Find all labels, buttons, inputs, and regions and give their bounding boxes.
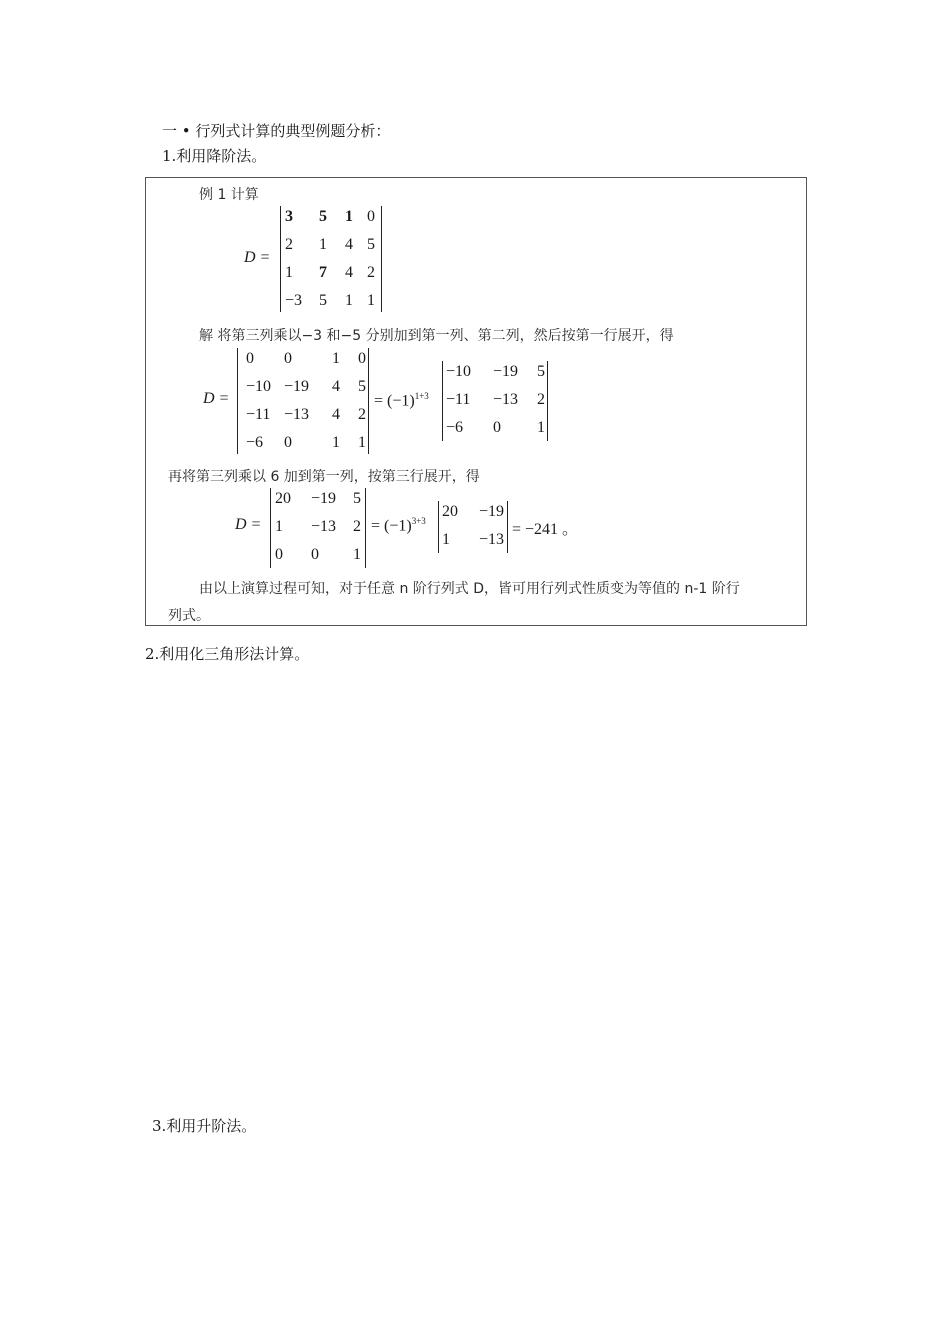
matrix-cell: −11 bbox=[446, 391, 471, 408]
matrix-cell: 5 bbox=[367, 236, 375, 253]
matrix-cell: 2 bbox=[285, 236, 293, 253]
method-1-heading: 1.利用降阶法。 bbox=[162, 147, 267, 165]
matrix-cell: −13 bbox=[311, 518, 337, 535]
example-box bbox=[145, 177, 807, 626]
matrix-cell: 0 bbox=[493, 419, 501, 436]
matrix-cell: 4 bbox=[332, 378, 340, 395]
matrix-cell: −19 bbox=[311, 490, 337, 507]
matrix-cell: 1 bbox=[345, 292, 353, 309]
matrix-cell: 1 bbox=[367, 292, 375, 309]
matrix-cell: 2 bbox=[358, 406, 366, 423]
section-title: 一 • 行列式计算的典型例题分析： bbox=[162, 122, 391, 140]
matrix-cell: 7 bbox=[319, 264, 327, 281]
matrix-cell: 5 bbox=[537, 363, 545, 380]
sign-factor-1: = $(-1)^{1+3}$ bbox=[374, 391, 429, 410]
method-3-heading: 3.利用升阶法。 bbox=[152, 1117, 257, 1135]
conclusion-line-1: 由以上演算过程可知，对于任意 n 阶行列式 D，皆可用行列式性质变为等值的 n-1 阶行 bbox=[199, 581, 740, 597]
matrix-cell: 1 bbox=[537, 419, 545, 436]
matrix-1 bbox=[280, 206, 382, 312]
matrix-cell: −13 bbox=[493, 391, 519, 408]
matrix-cell: 1 bbox=[358, 434, 366, 451]
conclusion-line-2: 列式。 bbox=[168, 608, 210, 624]
matrix-cell: 5 bbox=[319, 292, 327, 309]
exponent-1: 1+3 bbox=[414, 391, 429, 401]
matrix-cell: −11 bbox=[246, 406, 271, 423]
matrix-cell: 5 bbox=[319, 208, 327, 225]
matrix-cell: −6 bbox=[246, 434, 264, 451]
matrix-cell: 4 bbox=[345, 264, 353, 281]
matrix-cell: 1 bbox=[332, 350, 340, 367]
matrix-cell: −13 bbox=[284, 406, 310, 423]
matrix-4 bbox=[270, 488, 366, 568]
matrix-cell: −10 bbox=[246, 378, 272, 395]
matrix-cell: 0 bbox=[311, 546, 319, 563]
matrix-cell: 0 bbox=[284, 434, 292, 451]
matrix-cell: 2 bbox=[367, 264, 375, 281]
matrix-cell: 1 bbox=[442, 531, 450, 548]
matrix-cell: 5 bbox=[358, 378, 366, 395]
matrix-cell: 0 bbox=[358, 350, 366, 367]
matrix-cell: −19 bbox=[284, 378, 310, 395]
matrix-cell: 0 bbox=[284, 350, 292, 367]
matrix-cell: −6 bbox=[446, 419, 464, 436]
matrix-3 bbox=[442, 361, 548, 441]
matrix-cell: 0 bbox=[275, 546, 283, 563]
matrix-cell: 4 bbox=[332, 406, 340, 423]
step2-text: 再将第三列乘以 6 加到第一列，按第三行展开，得 bbox=[168, 469, 480, 485]
d-equals-3: D = bbox=[235, 516, 262, 533]
solution-text: 解 将第三列乘以−3 和−5 分别加到第一列、第二列，然后按第一行展开，得 bbox=[199, 328, 674, 344]
matrix-cell: −13 bbox=[479, 531, 505, 548]
matrix-cell: 1 bbox=[332, 434, 340, 451]
matrix-5 bbox=[438, 501, 508, 553]
d-equals-2: D = bbox=[203, 390, 230, 407]
matrix-cell: 1 bbox=[275, 518, 283, 535]
matrix-cell: 3 bbox=[285, 208, 293, 225]
matrix-cell: 1 bbox=[353, 546, 361, 563]
matrix-cell: −19 bbox=[479, 503, 505, 520]
matrix-cell: 1 bbox=[319, 236, 327, 253]
matrix-cell: 20 bbox=[442, 503, 458, 520]
matrix-cell: 0 bbox=[246, 350, 254, 367]
method-2-heading: 2.利用化三角形法计算。 bbox=[145, 645, 310, 663]
matrix-cell: 4 bbox=[345, 236, 353, 253]
matrix-cell: −10 bbox=[446, 363, 472, 380]
matrix-cell: 2 bbox=[537, 391, 545, 408]
matrix-cell: 5 bbox=[353, 490, 361, 507]
matrix-cell: −19 bbox=[493, 363, 519, 380]
matrix-cell: 1 bbox=[285, 264, 293, 281]
d-equals-1: D = bbox=[244, 249, 271, 266]
matrix-cell: 2 bbox=[353, 518, 361, 535]
result-value: = −241 。 bbox=[512, 521, 579, 538]
matrix-2 bbox=[237, 348, 369, 454]
matrix-cell: 20 bbox=[275, 490, 291, 507]
matrix-cell: 1 bbox=[345, 208, 353, 225]
exponent-2: 3+3 bbox=[411, 516, 426, 526]
matrix-cell: 0 bbox=[367, 208, 375, 225]
matrix-cell: −3 bbox=[285, 292, 303, 309]
example-label: 例 1 计算 bbox=[199, 187, 259, 203]
sign-factor-2: = $(-1)^{3+3}$ bbox=[371, 516, 426, 535]
